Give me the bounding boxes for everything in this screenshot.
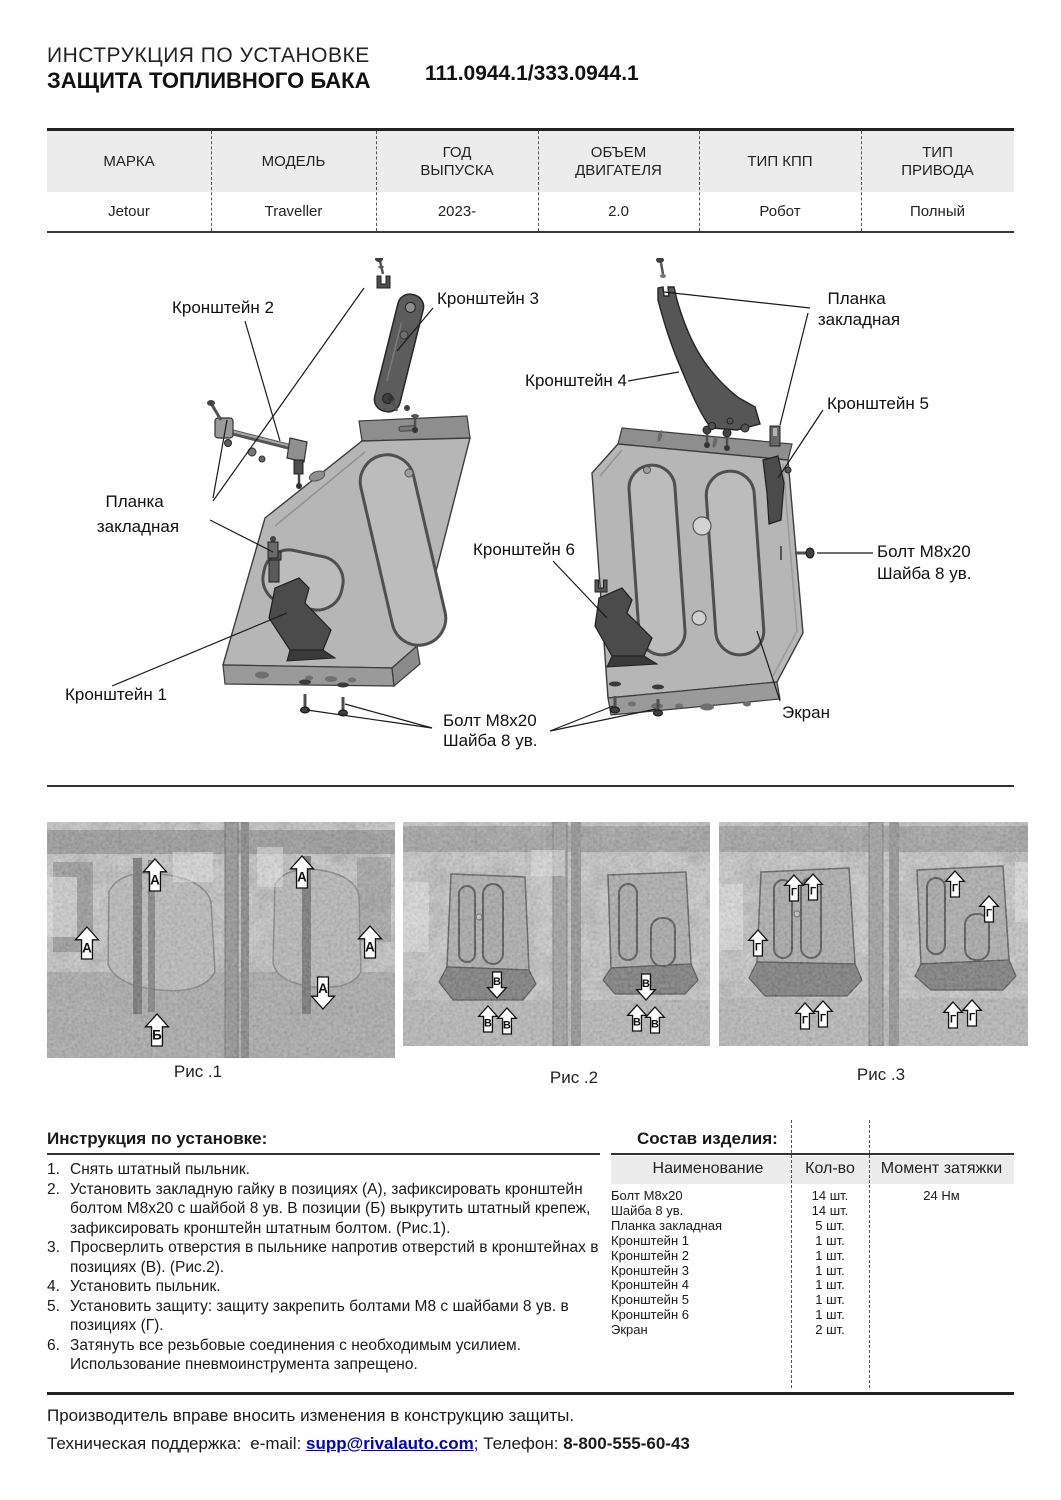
label-bracket-5: Кронштейн 5 — [827, 394, 929, 413]
parts-row: Планка закладная 5 шт. — [611, 1217, 845, 1233]
table-separator — [861, 131, 862, 231]
instruction-step: 6. Затянуть все резьбовые соединения с необходимым усилием. Использование пневмоинструмента запрещено. — [47, 1336, 521, 1373]
label-bolt-bottom: Болт М8х20 Шайба 8 ув. — [443, 711, 538, 750]
vehicle-table-row — [47, 192, 1014, 231]
position-arrow-letter: А — [318, 980, 328, 996]
position-arrow-letter: Г — [949, 1013, 957, 1026]
parts-row: Кронштейн 4 1 шт. — [611, 1277, 845, 1293]
position-arrow-letter: В — [642, 977, 650, 990]
position-arrow-letter: Г — [985, 907, 993, 920]
parts-rows — [611, 1189, 1014, 1338]
position-arrow-letter: В — [493, 975, 501, 988]
parts-row: Экран 2 шт. — [611, 1322, 845, 1338]
support-email-link[interactable]: supp@rivalauto.com — [306, 1434, 474, 1453]
label-shield: Экран — [782, 703, 830, 722]
instruction-step: 3. Просверлить отверстия в пыльнике напротив отверстий в кронштейнах в позициях (В). (Рис.2). — [47, 1239, 599, 1276]
label-bracket-2: Кронштейн 2 — [172, 298, 274, 317]
instruction-step: 5. Установить защиту: защиту закрепить болтами М8 с шайбами 8 ув. в позициях (Г). — [47, 1297, 569, 1334]
position-arrow-letter: А — [365, 939, 375, 955]
footer-support — [47, 1434, 690, 1454]
figure-3-caption: Рис .3 — [856, 1065, 906, 1084]
phone-label: Телефон: — [483, 1434, 559, 1453]
vehicle-value: Jetour — [108, 202, 150, 220]
label-bracket-6: Кронштейн 6 — [473, 540, 575, 559]
figure-3-photo — [719, 822, 1028, 1046]
position-arrow-letter: В — [633, 1016, 641, 1029]
position-arrow-letter: Г — [801, 1014, 809, 1027]
label-embedded-plate-left: Планка закладная — [96, 492, 180, 536]
vehicle-col-header: ТИП ПРИВОДА — [901, 143, 974, 179]
position-arrow-letter: Г — [951, 882, 959, 895]
table-separator — [211, 131, 212, 231]
parts-row: Болт М8х20 14 шт. 24 Нм — [611, 1188, 960, 1203]
label-bracket-3: Кронштейн 3 — [437, 289, 539, 308]
vehicle-value: 2023- — [437, 202, 477, 220]
instructions-rule — [47, 1153, 600, 1155]
vehicle-value: Робот — [759, 202, 801, 220]
parts-rule — [611, 1153, 1014, 1155]
vehicle-value: Полный — [910, 202, 965, 220]
bracket-3 — [372, 258, 426, 433]
position-arrow-letter: В — [651, 1018, 659, 1031]
footer-note: Производитель вправе вносить изменения в конструкцию защиты. — [47, 1406, 575, 1425]
label-bracket-1: Кронштейн 1 — [65, 685, 167, 704]
label-bracket-4: Кронштейн 4 — [525, 371, 627, 390]
parts-row: Кронштейн 1 1 шт. — [611, 1232, 845, 1248]
semicolon: ; — [473, 1434, 479, 1453]
figure-1-photo — [47, 822, 395, 1058]
position-arrow-letter: А — [297, 869, 307, 885]
position-arrow-letter: Г — [809, 885, 817, 898]
label-bolt-right: Болт М8х20 Шайба 8 ув. — [877, 542, 972, 583]
support-label: Техническая поддержка: — [47, 1434, 242, 1453]
table-separator — [538, 131, 539, 231]
table-separator — [376, 131, 377, 231]
figure-2-photo — [403, 822, 710, 1046]
position-arrow-letter: Г — [754, 941, 762, 954]
exploded-parts-diagram — [47, 258, 1014, 785]
parts-row: Кронштейн 2 1 шт. — [611, 1247, 845, 1263]
figure-2-caption: Рис .2 — [549, 1068, 599, 1087]
position-arrow-letter: А — [82, 940, 92, 956]
section-divider — [47, 785, 1014, 787]
position-arrow-letter: В — [484, 1017, 492, 1030]
vehicle-col-header: МОДЕЛЬ — [261, 152, 326, 170]
document-title-line1: ИНСТРУКЦИЯ ПО УСТАНОВКЕ — [47, 44, 370, 67]
parts-title: Состав изделия: — [637, 1129, 778, 1148]
parts-row: Шайба 8 ув. 14 шт. — [611, 1202, 849, 1218]
vehicle-col-header: ГОД ВЫПУСКА — [420, 143, 494, 179]
vehicle-col-header: ТИП КПП — [747, 152, 813, 170]
instruction-step: 4. Установить пыльник. — [47, 1278, 221, 1295]
parts-col-name: Наименование — [652, 1160, 764, 1177]
instructions-title: Инструкция по установке: — [47, 1129, 268, 1148]
position-arrow-letter: Г — [819, 1012, 827, 1025]
position-arrow-letter: В — [503, 1019, 511, 1032]
part-number: 111.0944.1/333.0944.1 — [425, 62, 639, 85]
vehicle-col-header: ОБЪЕМ ДВИГАТЕЛЯ — [575, 143, 662, 179]
email-label: e-mail: — [250, 1434, 302, 1453]
bracket-4 — [656, 258, 760, 451]
document-title-line2: ЗАЩИТА ТОПЛИВНОГО БАКА — [47, 68, 371, 93]
parts-row: Кронштейн 5 1 шт. — [611, 1292, 845, 1308]
support-phone: 8-800-555-60-43 — [563, 1434, 690, 1453]
vehicle-value: 2.0 — [608, 202, 629, 220]
vehicle-table-header — [47, 131, 1014, 192]
position-arrow-letter: А — [150, 872, 160, 888]
vehicle-table — [47, 128, 1014, 233]
parts-row: Кронштейн 3 1 шт. — [611, 1262, 845, 1278]
table-separator — [699, 131, 700, 231]
parts-row: Кронштейн 6 1 шт. — [611, 1307, 845, 1323]
footer-rule — [47, 1392, 1014, 1395]
position-arrow-letter: Г — [790, 886, 798, 899]
position-arrow-letter: Б — [152, 1027, 162, 1043]
parts-col-torque: Момент затяжки — [880, 1160, 1003, 1177]
position-arrow-letter: Г — [968, 1011, 976, 1024]
parts-col-qty: Кол-во — [805, 1160, 855, 1177]
instructions-list — [47, 1160, 627, 1375]
vehicle-col-header: МАРКА — [103, 152, 155, 170]
vehicle-value: Traveller — [264, 202, 323, 220]
label-embedded-plate-right: Планка закладная — [817, 289, 901, 329]
figure-1-caption: Рис .1 — [173, 1062, 223, 1081]
instruction-step: 2. Установить закладную гайку в позициях (А), зафиксировать кронштейн болтом М8х20 с шайбой 8 ув. В позиции (Б) выкрутить штатный крепеж, зафиксировать кронштейн штатным болтом. (Рис.1). — [47, 1180, 591, 1237]
instruction-step: 1. Снять штатный пыльник. — [47, 1161, 250, 1178]
